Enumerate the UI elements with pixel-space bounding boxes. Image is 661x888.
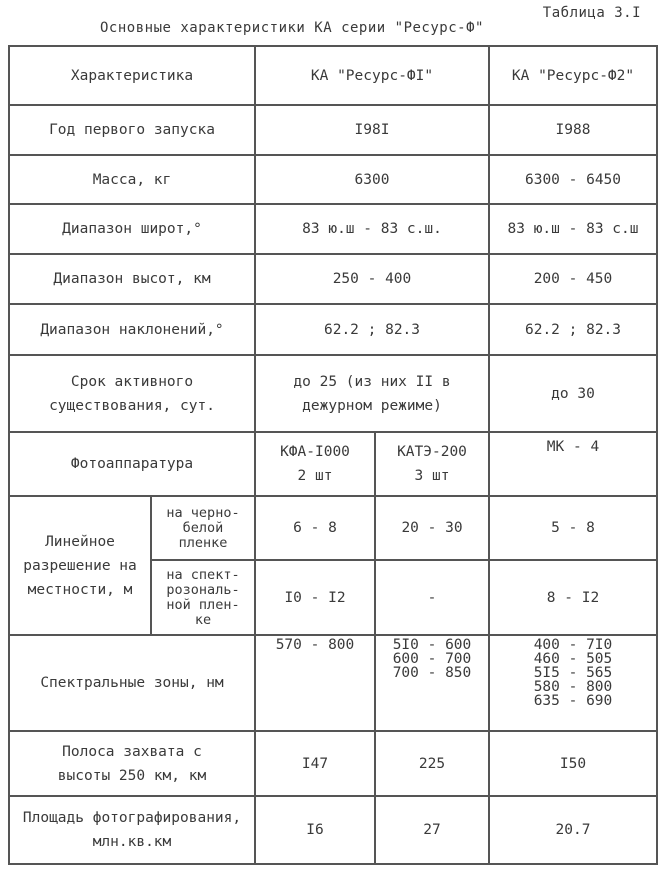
camera-kfa-line1: КФА-I000 <box>280 444 350 460</box>
resolution-bw-mk: 5 - 8 <box>489 496 657 560</box>
row-lifetime <box>9 355 657 432</box>
area-label <box>9 796 255 864</box>
row-altitude <box>9 254 657 304</box>
resolution-bw-label-line1: на черно- <box>166 504 240 521</box>
spectral-mk-zone: 5I5 - 565 <box>533 665 613 681</box>
row-inclination <box>9 304 657 355</box>
swath-label-line2: высоты 250 км, км <box>57 767 207 784</box>
row-resolution-bw <box>9 496 657 560</box>
first-launch-f1: I98I <box>255 105 489 155</box>
header-resurs-f1: КА "Ресурс-ФI" <box>255 46 489 105</box>
altitude-f1: 250 - 400 <box>255 254 489 304</box>
swath-label <box>9 731 255 796</box>
resolution-label-line1: Линейное <box>45 533 115 550</box>
resolution-bw-label-line3: пленке <box>178 534 228 551</box>
row-swath <box>9 731 657 796</box>
first-launch-f2: I988 <box>489 105 657 155</box>
spectral-mk-zone: 400 - 7I0 <box>533 637 613 653</box>
header-row <box>9 46 657 105</box>
spectral-mk <box>489 635 657 731</box>
resolution-label <box>9 496 151 635</box>
area-kate: 27 <box>375 796 489 864</box>
lifetime-f2: до 30 <box>489 355 657 432</box>
resolution-bw-label-line2: белой <box>182 519 224 536</box>
lifetime-label-line1: Срок активного <box>70 373 194 390</box>
swath-kate: 225 <box>375 731 489 796</box>
mass-f1: 6300 <box>255 155 489 204</box>
altitude-label: Диапазон высот, км <box>9 254 255 304</box>
camera-mk: МК - 4 <box>489 432 657 496</box>
lifetime-f1 <box>255 355 489 432</box>
swath-kfa: I47 <box>255 731 375 796</box>
inclination-f1: 62.2 ; 82.3 <box>255 304 489 355</box>
resolution-sz-label <box>151 560 255 635</box>
resolution-bw-kate: 20 - 30 <box>375 496 489 560</box>
row-area <box>9 796 657 864</box>
resolution-sz-kate: - <box>375 560 489 635</box>
resolution-label-line3: местности, м <box>27 581 133 598</box>
lifetime-label-line2: существования, сут. <box>49 397 215 414</box>
area-kfa: I6 <box>255 796 375 864</box>
camera-kfa <box>255 432 375 496</box>
lifetime-f1-line2: дежурном режиме) <box>302 397 442 414</box>
spectral-mk-zone: 635 - 690 <box>533 693 613 709</box>
resolution-sz-label-line2: розональ- <box>166 581 240 598</box>
spectral-kate <box>375 635 489 731</box>
resolution-bw-kfa: 6 - 8 <box>255 496 375 560</box>
swath-label-line1: Полоса захвата с <box>62 743 202 760</box>
area-mk: 20.7 <box>489 796 657 864</box>
camera-kfa-line2: 2 шт <box>297 468 333 484</box>
spectral-label: Спектральные зоны, нм <box>9 635 255 731</box>
mass-label: Масса, кг <box>9 155 255 204</box>
resolution-label-line2: разрешение на <box>23 557 137 574</box>
altitude-f2: 200 - 450 <box>489 254 657 304</box>
table-number: Таблица 3.I <box>542 5 641 21</box>
resolution-sz-label-line4: ке <box>194 611 212 628</box>
row-latitude <box>9 204 657 254</box>
spectral-kate-zone: 600 - 700 <box>392 651 472 667</box>
spectral-kate-zone: 700 - 850 <box>392 665 472 681</box>
header-characteristic: Характеристика <box>9 46 255 105</box>
row-spectral <box>9 635 657 731</box>
camera-kate-line1: КАТЭ-200 <box>397 444 467 460</box>
spectral-kfa-zone: 570 - 800 <box>275 637 355 653</box>
swath-mk: I50 <box>489 731 657 796</box>
spectral-mk-zone: 460 - 505 <box>533 651 613 667</box>
header-resurs-f2: КА "Ресурс-Ф2" <box>489 46 657 105</box>
first-launch-label: Год первого запуска <box>9 105 255 155</box>
resolution-sz-label-line3: ной плен- <box>166 596 240 613</box>
spectral-kate-zone: 5I0 - 600 <box>392 637 472 653</box>
lifetime-f1-line1: до 25 (из них II в <box>293 373 451 390</box>
inclination-label: Диапазон наклонений,° <box>9 304 255 355</box>
resolution-sz-mk: 8 - I2 <box>489 560 657 635</box>
camera-kate <box>375 432 489 496</box>
resolution-sz-kfa: I0 - I2 <box>255 560 375 635</box>
spectral-kfa <box>255 635 375 731</box>
characteristics-table <box>8 45 658 865</box>
latitude-f2: 83 ю.ш - 83 с.ш <box>489 204 657 254</box>
mass-f2: 6300 - 6450 <box>489 155 657 204</box>
row-first-launch <box>9 105 657 155</box>
latitude-f1: 83 ю.ш - 83 с.ш. <box>255 204 489 254</box>
row-mass <box>9 155 657 204</box>
camera-label: Фотоаппаратура <box>9 432 255 496</box>
resolution-sz-label-line1: на спект- <box>166 566 240 583</box>
table-title: Основные характеристики КА серии "Ресурс-Ф" <box>100 20 484 36</box>
camera-kate-line2: 3 шт <box>414 468 450 484</box>
area-label-line1: Площадь фотографирования, <box>22 810 242 826</box>
lifetime-label <box>9 355 255 432</box>
inclination-f2: 62.2 ; 82.3 <box>489 304 657 355</box>
area-label-line2: млн.кв.км <box>92 834 172 850</box>
resolution-bw-label <box>151 496 255 560</box>
row-camera <box>9 432 657 496</box>
spectral-mk-zone: 580 - 800 <box>533 679 613 695</box>
latitude-label: Диапазон широт,° <box>9 204 255 254</box>
